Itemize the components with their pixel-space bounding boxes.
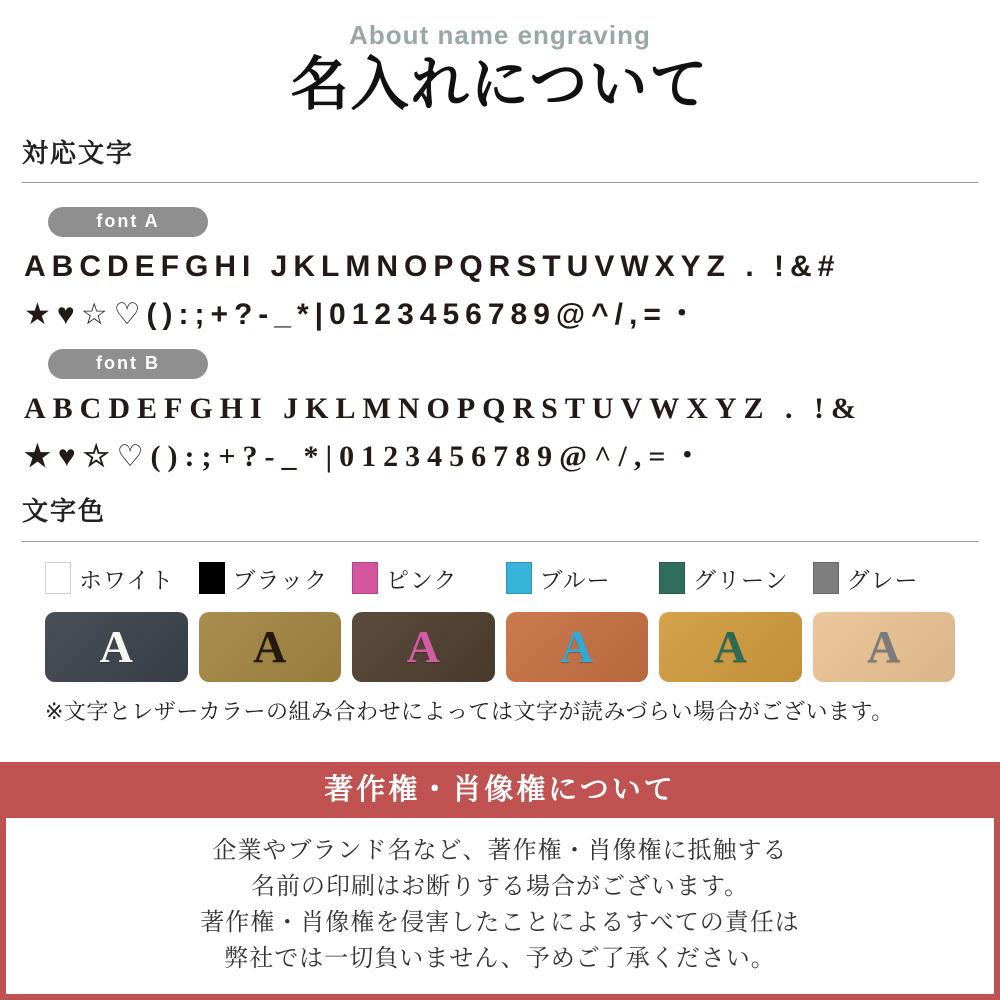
legend-label: ブラック	[232, 566, 329, 593]
readability-note: ※文字とレザーカラーの組み合わせによっては文字が読みづらい場合がございます。	[45, 698, 894, 724]
gray-color-swatch	[813, 562, 839, 594]
section-text-color-head	[22, 497, 978, 542]
sample-letter: A	[560, 620, 594, 672]
sample-letter: A	[867, 620, 901, 672]
text-color-legend	[45, 562, 955, 595]
sample-letter: A	[253, 620, 287, 672]
text-color-title: 文字色	[22, 496, 107, 527]
sample-letter: A	[713, 620, 747, 672]
font-a-letters-line: ABCDEFGHI JKLMNOPQRSTUVWXYZ . !&#	[24, 250, 841, 284]
leather-tile-navy	[45, 612, 188, 682]
subtitle-en: About name engraving	[349, 20, 651, 50]
leather-sample-row	[45, 612, 955, 682]
sample-letter: A	[406, 620, 440, 672]
copyright-line: 弊社では一切負いません、予めご了承ください。	[224, 945, 776, 972]
font-a-block	[0, 183, 1000, 333]
copyright-banner-title: 著作権・肖像権について	[324, 774, 676, 806]
font-b-block	[0, 333, 1000, 475]
copyright-line: 名前の印刷はお断りする場合がございます。	[250, 873, 750, 900]
legend-item-pink	[352, 562, 495, 595]
legend-label: ブルー	[539, 566, 611, 593]
legend-label: ホワイト	[79, 566, 175, 593]
leather-tile-orange	[506, 612, 649, 682]
legend-item-green	[659, 562, 802, 595]
copyright-line: 著作権・肖像権を侵害したことによるすべての責任は	[200, 909, 800, 936]
legend-label: ピンク	[386, 566, 458, 593]
copyright-section	[0, 762, 1000, 1000]
blue-color-swatch	[506, 562, 532, 594]
legend-item-black	[199, 562, 342, 595]
font-a-badge: font A	[48, 207, 208, 237]
copyright-line: 企業やブランド名など、著作権・肖像権に抵触する	[212, 837, 788, 864]
font-b-badge: font B	[48, 349, 208, 379]
white-color-swatch	[45, 562, 71, 594]
legend-item-white	[45, 562, 188, 595]
leather-tile-brown	[352, 612, 495, 682]
font-b-symbols-line: ★♥☆♡():;+?-_*|0123456789@^/,=・	[24, 440, 710, 474]
pink-color-swatch	[352, 562, 378, 594]
legend-label: グレー	[846, 566, 919, 593]
legend-item-blue	[506, 562, 649, 595]
legend-item-gray	[813, 562, 956, 595]
copyright-body	[6, 818, 994, 994]
leather-tile-tan	[813, 612, 956, 682]
sample-letter: A	[99, 620, 133, 672]
font-b-letters-line: ABCDEFGHI JKLMNOPQRSTUVWXYZ . !&	[24, 392, 864, 426]
black-color-swatch	[199, 562, 225, 594]
section-supported-chars-head	[22, 139, 978, 184]
supported-chars-title: 対応文字	[22, 137, 135, 168]
leather-tile-amber	[659, 612, 802, 682]
page-title: 名入れについて	[290, 52, 710, 117]
leather-tile-olive	[199, 612, 342, 682]
green-color-swatch	[659, 562, 685, 594]
font-a-symbols-line: ★♥☆♡():;+?-_*|0123456789@^/,=・	[24, 298, 703, 332]
legend-label: グリーン	[693, 566, 789, 593]
